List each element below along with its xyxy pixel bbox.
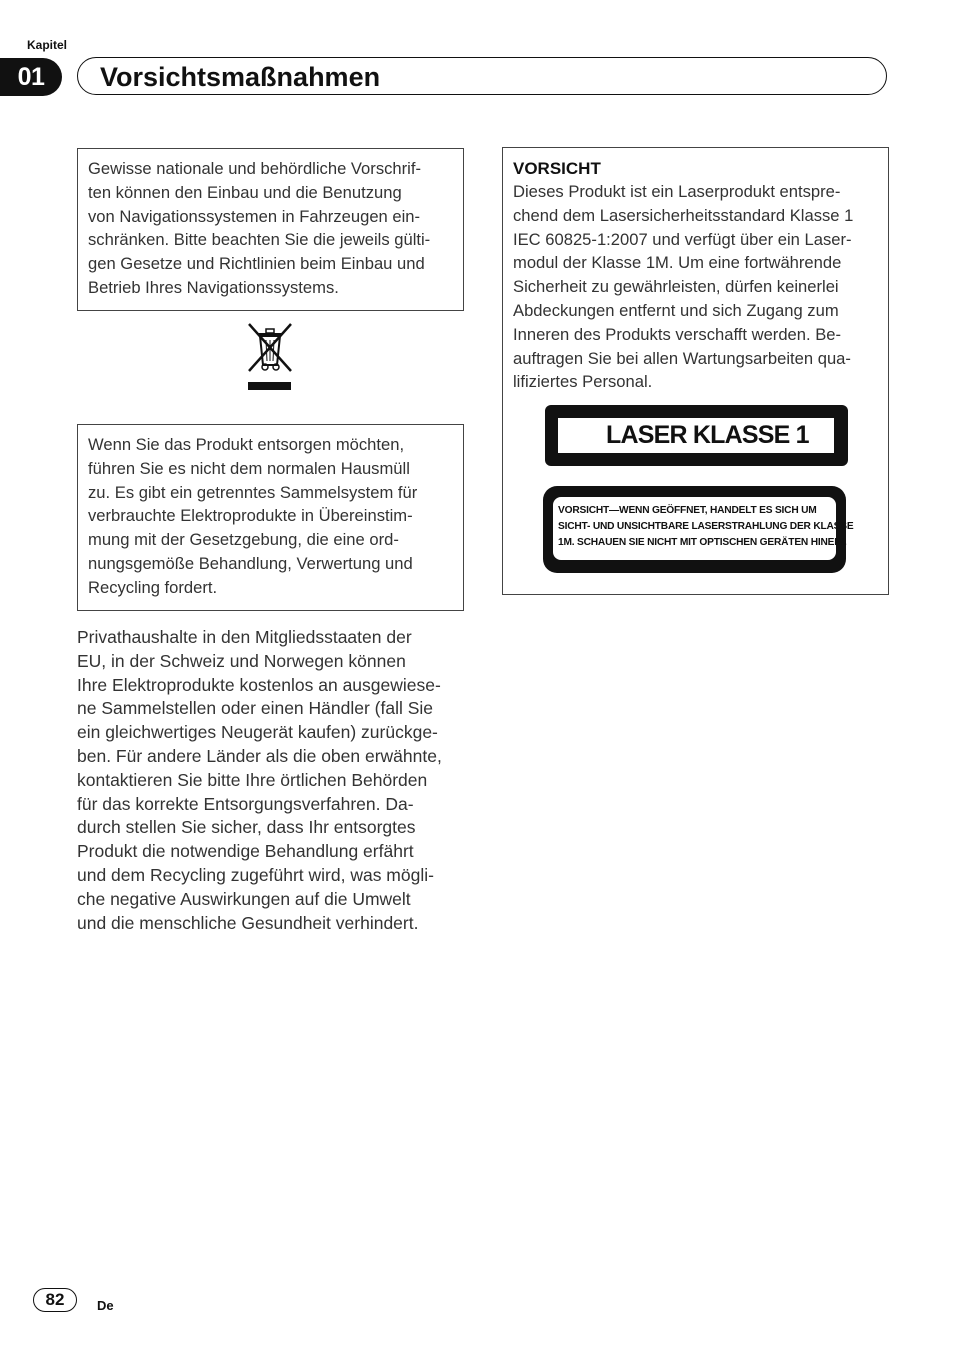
text-line: und dem Recycling zugeführt wird, was mögli- <box>77 864 434 885</box>
disposal-text <box>88 433 453 600</box>
text-line: kontaktieren Sie bitte Ihre örtlichen Behörden <box>77 769 428 790</box>
text-line: ne Sammelstellen oder einen Händler (fall Sie <box>77 698 434 719</box>
regulations-notice-box <box>77 148 464 311</box>
text-line: VORSICHT—WENN GEÖFFNET, HANDELT ES SICH UM <box>558 505 817 516</box>
laser-class-label <box>545 405 848 466</box>
crossed-out-wheelie-bin-icon <box>246 321 294 391</box>
text-line: Wenn Sie das Produkt entsorgen möchten, <box>88 435 405 454</box>
text-line: lifiziertes Personal. <box>513 372 653 392</box>
text-line: mung mit der Gesetzgebung, die eine ord- <box>88 530 399 550</box>
title-bar <box>77 57 887 95</box>
text-line: ben. Für andere Länder als die oben erwähnte, <box>77 745 442 766</box>
text-line: Ihre Elektroprodukte kostenlos an ausgewiese- <box>77 674 441 695</box>
text-line: gen Gesetze und Richtlinien beim Einbau und <box>88 254 425 274</box>
text-line: Produkt die notwendige Behandlung erfährt <box>77 841 414 862</box>
regulations-text <box>88 157 453 300</box>
caution-text <box>513 180 878 394</box>
page-title: Vorsichtsmaßnahmen <box>100 62 381 92</box>
text-line: Inneren des Produkts verschafft werden. Be- <box>513 324 842 344</box>
text-line: ten können den Einbau und die Benutzung <box>88 182 402 202</box>
text-line: zu. Es gibt ein getrenntes Sammelsystem für <box>88 482 418 502</box>
text-line: Sicherheit zu gewährleisten, dürfen keinerlei <box>513 277 839 297</box>
body-paragraph <box>77 626 467 935</box>
text-line: Abdeckungen entfernt und sich Zugang zum <box>513 300 839 320</box>
caution-heading: VORSICHT <box>513 159 601 178</box>
text-line: Recycling fordert. <box>88 577 218 597</box>
text-line: chend dem Lasersicherheitsstandard Klasse 1 <box>513 205 854 225</box>
language-code: De <box>97 1298 114 1313</box>
text-line: 1M. SCHAUEN SIE NICHT MIT OPTISCHEN GERÄTEN HINEIN. <box>558 537 847 548</box>
text-line: IEC 60825-1:2007 und verfügt über ein Laser- <box>513 229 852 249</box>
text-line: Gewisse nationale und behördliche Vorschrif- <box>88 159 421 178</box>
text-line: für das korrekte Entsorgungsverfahren. Da- <box>77 793 414 814</box>
chapter-label: Kapitel <box>27 38 68 52</box>
text-line: von Navigationssystemen in Fahrzeugen ein- <box>88 206 421 226</box>
text-line: che negative Auswirkungen auf die Umwelt <box>77 888 411 909</box>
laser-class-text: LASER KLASSE 1 <box>558 418 834 453</box>
text-line: EU, in der Schweiz und Norwegen können <box>77 650 406 671</box>
text-line: modul der Klasse 1M. Um eine fortwährende <box>513 253 842 273</box>
text-line: ein gleichwertiges Neugerät kaufen) zurückge- <box>77 722 438 743</box>
laser-warning-label <box>543 486 854 573</box>
chapter-number: 01 <box>0 58 62 96</box>
text-line: auftragen Sie bei allen Wartungsarbeiten qua- <box>513 348 851 368</box>
text-line: Dieses Produkt ist ein Laserprodukt entspre- <box>513 182 841 201</box>
text-line: Privathaushalte in den Mitgliedsstaaten der <box>77 627 412 647</box>
text-line: verbrauchte Elektroprodukte in Übereinstim- <box>88 506 413 526</box>
text-line: SICHT- UND UNSICHTBARE LASERSTRAHLUNG DER KLASSE <box>558 521 854 532</box>
text-line: schränken. Bitte beachten Sie die jeweils gülti- <box>88 230 431 250</box>
laser-warning-text <box>553 497 854 560</box>
text-line: durch stellen Sie sicher, dass Ihr entsorgtes <box>77 817 416 838</box>
text-line: führen Sie es nicht dem normalen Hausmüll <box>88 458 410 478</box>
disposal-notice-box <box>77 424 464 611</box>
text-line: nungsgemöße Behandlung, Verwertung und <box>88 553 413 573</box>
page-number: 82 <box>33 1288 77 1312</box>
text-line: Betrieb Ihres Navigationssystems. <box>88 277 339 297</box>
text-line: und die menschliche Gesundheit verhindert. <box>77 912 419 933</box>
